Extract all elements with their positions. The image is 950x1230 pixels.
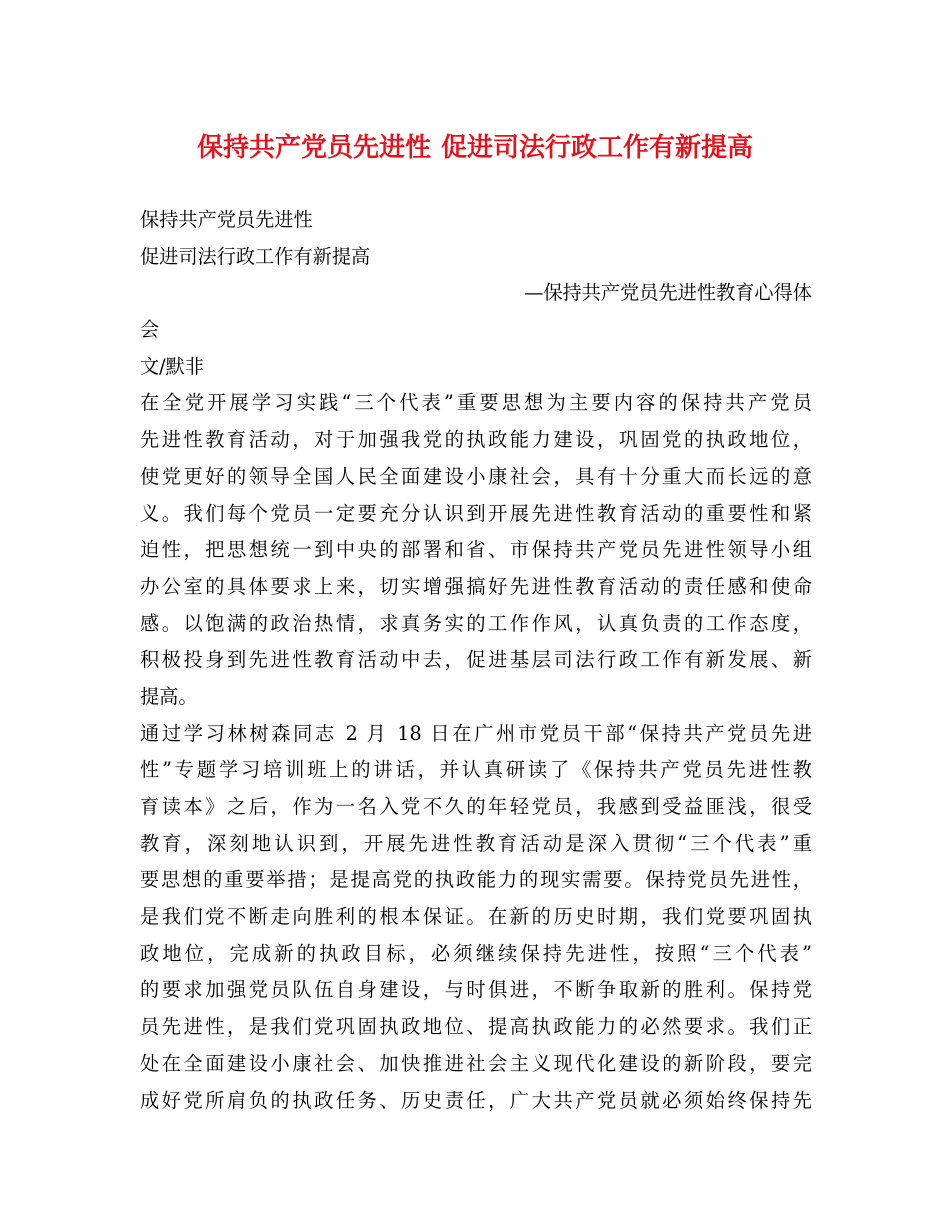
subtitle-line-4: 会 [140,318,160,342]
paragraph-line: 教育，深刻地认识到，开展先进性教育活动是深入贯彻“三个代表”重 [140,831,812,855]
paragraph-line: 政地位，完成新的执政目标，必须继续保持先进性，按照“三个代表” [140,941,812,965]
paragraph-line: 员先进性，是我们党巩固执政地位、提高执政能力的必然要求。我们正 [140,1015,812,1039]
paragraph-line: 育读本》之后，作为一名入党不久的年轻党员，我感到受益匪浅，很受 [140,795,812,818]
title-part-1: 保持共产党员先进性 [196,133,431,163]
document-body [140,202,812,1119]
paragraph-line: 处在全面建设小康社会、加快推进社会主义现代化建设的新阶段，要完 [140,1051,812,1075]
paragraph-line: 提高。 [140,684,198,708]
paragraph-line: 积极投身到先进性教育活动中去，促进基层司法行政工作有新发展、新 [140,648,812,672]
paragraph-line: 通过学习林树森同志 2 月 18 日在广州市党员干部“保持共产党员先进 [140,721,812,745]
paragraph-line: 成好党所肩负的执政任务、历史责任，广大共产党员就必须始终保持先 [140,1088,812,1112]
subtitle-line-1: 保持共产党员先进性 [140,208,313,231]
paragraph-line: 办公室的具体要求上来，切实增强搞好先进性教育活动的责任感和使命 [140,574,812,598]
title-part-2: 促进司法行政工作有新提高 [441,133,754,163]
paragraph-line: 使党更好的领导全国人民全面建设小康社会，具有十分重大而长远的意 [140,464,812,488]
paragraph-line: 的要求加强党员队伍自身建设，与时俱进，不断争取新的胜利。保持党 [140,978,812,1002]
paragraph-line: 在全党开展学习实践“三个代表”重要思想为主要内容的保持共产党员 [140,391,812,415]
paragraph-line: 性”专题学习培训班上的讲话，并认真研读了《保持共产党员先进性教 [140,758,812,782]
subtitle-line-3: —保持共产党员先进性教育心得体 [524,281,812,305]
paragraph-line: 要思想的重要举措；是提高党的执政能力的现实需要。保持党员先进性， [140,868,812,892]
document-title [0,131,950,165]
subtitle-line-2: 促进司法行政工作有新提高 [140,244,371,268]
paragraph-line: 迫性，把思想统一到中央的部署和省、市保持共产党员先进性领导小组 [140,538,812,562]
paragraph-line: 先进性教育活动，对于加强我党的执政能力建设，巩固党的执政地位， [140,428,812,452]
paragraph-line: 是我们党不断走向胜利的根本保证。在新的历史时期，我们党要巩固执 [140,905,812,929]
paragraph-line: 感。以饱满的政治热情，求真务实的工作作风，认真负责的工作态度， [140,611,812,635]
author-line: 文/默非 [140,354,205,378]
paragraph-line: 义。我们每个党员一定要充分认识到开展先进性教育活动的重要性和紧 [140,501,812,525]
